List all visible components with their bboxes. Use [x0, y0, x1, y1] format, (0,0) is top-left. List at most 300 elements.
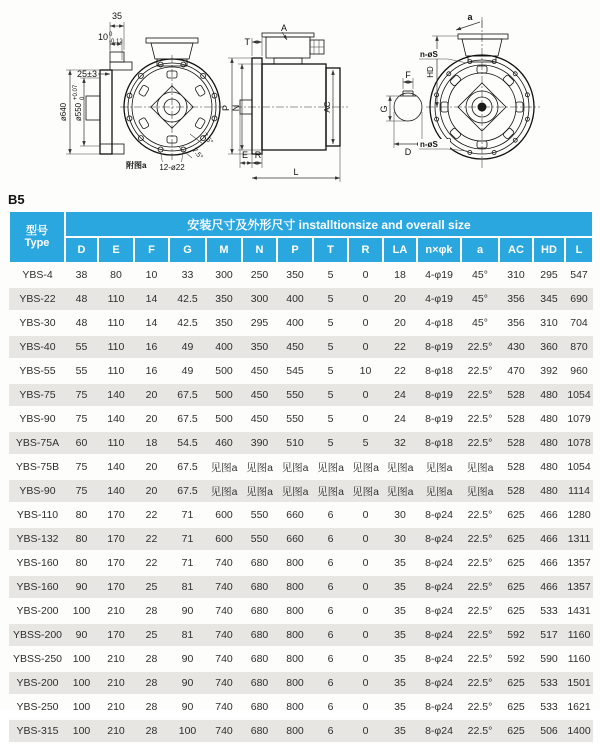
- dimension-cell: 625: [499, 695, 533, 719]
- dimension-cell: 4-φ19: [417, 263, 461, 287]
- dimension-cell: 680: [242, 623, 277, 647]
- dimension-cell: 10: [134, 263, 169, 287]
- table-row: [9, 695, 593, 719]
- dimension-cell: 22.5°: [461, 359, 499, 383]
- dimension-cell: 6: [313, 551, 348, 575]
- dimension-cell: 90: [65, 575, 98, 599]
- dimension-cell: 8-φ19: [417, 407, 461, 431]
- dimension-cell: 800: [277, 695, 313, 719]
- table-row: [9, 479, 593, 503]
- dimension-cell: 0: [348, 527, 383, 551]
- dimension-cell: 见图a: [242, 479, 277, 503]
- col-header-m: M: [206, 237, 242, 263]
- dimension-cell: 0: [348, 647, 383, 671]
- dimension-cell: 71: [169, 551, 206, 575]
- a-arrow-label: A: [281, 23, 288, 33]
- dimension-cell: 见图a: [277, 455, 313, 479]
- dimension-cell: 740: [206, 647, 242, 671]
- dimension-cell: 590: [533, 647, 565, 671]
- dimension-cell: 466: [533, 575, 565, 599]
- dimension-cell: 0: [348, 551, 383, 575]
- dimension-cell: 20: [134, 383, 169, 407]
- figure-caption: 附图a: [126, 161, 147, 170]
- dimension-cell: 90: [169, 647, 206, 671]
- dimension-cell: 28: [134, 719, 169, 743]
- dimension-cell: 528: [499, 383, 533, 407]
- dimension-cell: 30: [383, 503, 417, 527]
- dimension-table: [8, 210, 594, 744]
- dimension-cell: 90: [169, 671, 206, 695]
- dimension-cell: 1160: [565, 623, 593, 647]
- dimension-cell: 500: [206, 407, 242, 431]
- dimension-cell: 90: [169, 599, 206, 623]
- dimension-cell: 22.5°: [461, 695, 499, 719]
- dimension-cell: 625: [499, 503, 533, 527]
- dimension-cell: 0: [348, 383, 383, 407]
- dimension-cell: 75: [65, 455, 98, 479]
- dim-n-label: N: [231, 104, 241, 112]
- dimension-cell: 528: [499, 407, 533, 431]
- dimension-cell: 90: [169, 695, 206, 719]
- flange-front-view: [120, 38, 224, 172]
- dimension-cell: 55: [65, 359, 98, 383]
- dimension-cell: 22: [383, 359, 417, 383]
- dimension-cell: 140: [98, 455, 134, 479]
- dimension-cell: 400: [277, 311, 313, 335]
- row-type-label: YBS-75: [9, 383, 65, 407]
- dimension-cell: 14: [134, 287, 169, 311]
- dimension-cell: 见图a: [313, 455, 348, 479]
- dimension-cell: 35: [383, 695, 417, 719]
- dimension-cell: 20: [134, 479, 169, 503]
- table-row: [9, 527, 593, 551]
- dimension-cell: 22.5°: [461, 575, 499, 599]
- dimension-cell: 42.5: [169, 311, 206, 335]
- dimension-cell: 870: [565, 335, 593, 359]
- dimension-cell: 350: [206, 311, 242, 335]
- dimension-cell: 见图a: [242, 455, 277, 479]
- dimension-cell: 20: [383, 311, 417, 335]
- dimension-cell: 210: [98, 719, 134, 743]
- dim-10-tol-top: 0: [109, 32, 113, 38]
- dimension-cell: 71: [169, 527, 206, 551]
- dimension-cell: 350: [206, 287, 242, 311]
- col-header-l: L: [565, 237, 593, 263]
- dimension-cell: 0: [348, 407, 383, 431]
- dimension-cell: 55: [65, 335, 98, 359]
- dimension-cell: 680: [242, 599, 277, 623]
- row-type-label: YBS-30: [9, 311, 65, 335]
- dimension-cell: 6: [313, 527, 348, 551]
- dimension-cell: 550: [277, 407, 313, 431]
- dimension-cell: 6: [313, 695, 348, 719]
- dimension-cell: 1431: [565, 599, 593, 623]
- table-row: [9, 623, 593, 647]
- dia-550-label: ø550: [74, 102, 83, 122]
- dimension-cell: 6: [313, 575, 348, 599]
- dimension-cell: 392: [533, 359, 565, 383]
- dim-35-label: 35: [111, 11, 123, 21]
- dimension-cell: 547: [565, 263, 593, 287]
- dimension-cell: 0: [348, 311, 383, 335]
- dimension-cell: 67.5: [169, 479, 206, 503]
- table-body: [9, 263, 593, 743]
- table-row: [9, 551, 593, 575]
- dimension-cell: 100: [65, 671, 98, 695]
- table-row: [9, 431, 593, 455]
- dimension-cell: 22.5°: [461, 383, 499, 407]
- dimension-cell: 740: [206, 719, 242, 743]
- dimension-cell: 0: [348, 503, 383, 527]
- dimension-cell: 18: [383, 263, 417, 287]
- col-header-p: P: [277, 237, 313, 263]
- dimension-cell: 740: [206, 551, 242, 575]
- dimension-cell: 625: [499, 671, 533, 695]
- dimension-cell: 32: [383, 431, 417, 455]
- row-type-label: YBS-55: [9, 359, 65, 383]
- row-type-label: YBS-90: [9, 407, 65, 431]
- dimension-cell: 见图a: [461, 455, 499, 479]
- dimension-cell: 22: [134, 503, 169, 527]
- motor-dimension-drawing: [0, 0, 600, 190]
- dimension-cell: 22.5°: [461, 719, 499, 743]
- dimension-cell: 528: [499, 455, 533, 479]
- dimension-cell: 550: [277, 383, 313, 407]
- dim-25-label: 25±3: [77, 69, 97, 79]
- dim-d-label: D: [404, 147, 412, 157]
- dimension-cell: 170: [98, 503, 134, 527]
- dimension-cell: 80: [98, 263, 134, 287]
- type-header-cn: 型号: [26, 225, 48, 237]
- dimension-cell: 680: [242, 719, 277, 743]
- dimension-cell: 400: [206, 335, 242, 359]
- n-os-label-bottom: n-øS: [420, 140, 438, 149]
- dimension-cell: 28: [134, 599, 169, 623]
- dimension-cell: 1160: [565, 647, 593, 671]
- dimension-cell: 100: [65, 599, 98, 623]
- dimension-cell: 80: [65, 527, 98, 551]
- dimension-cell: 见图a: [417, 479, 461, 503]
- dimension-cell: 533: [533, 599, 565, 623]
- dimension-cell: 4-φ19: [417, 287, 461, 311]
- dimension-cell: 22: [134, 527, 169, 551]
- dimension-cell: 210: [98, 695, 134, 719]
- dimension-cell: 5: [313, 263, 348, 287]
- dimension-cell: 5: [313, 359, 348, 383]
- dimension-cell: 350: [277, 263, 313, 287]
- dimension-cell: 480: [533, 431, 565, 455]
- dimension-cell: 0: [348, 719, 383, 743]
- dimension-cell: 545: [277, 359, 313, 383]
- dimension-cell: 18: [134, 431, 169, 455]
- dimension-cell: 5: [348, 431, 383, 455]
- dimension-cell: 356: [499, 311, 533, 335]
- dimension-cell: 1621: [565, 695, 593, 719]
- dimension-cell: 22: [134, 551, 169, 575]
- dimension-cell: 140: [98, 479, 134, 503]
- dimension-cell: 800: [277, 599, 313, 623]
- dimension-cell: 100: [169, 719, 206, 743]
- dim-e-label: E: [241, 150, 249, 160]
- dimension-cell: 295: [533, 263, 565, 287]
- dimension-cell: 210: [98, 671, 134, 695]
- row-type-label: YBS-132: [9, 527, 65, 551]
- dia-550-tol-top: +0.07: [73, 84, 79, 100]
- dimension-cell: 470: [499, 359, 533, 383]
- dimension-cell: 90: [65, 623, 98, 647]
- dimension-cell: 见图a: [461, 479, 499, 503]
- flange-profile-view: [59, 11, 132, 154]
- dimension-cell: 54.5: [169, 431, 206, 455]
- dimension-cell: 295: [242, 311, 277, 335]
- dimension-cell: 8-φ18: [417, 431, 461, 455]
- dimension-cell: 528: [499, 479, 533, 503]
- technical-drawing-area: [0, 0, 600, 190]
- dimension-cell: 见图a: [417, 455, 461, 479]
- section-label-b5: B5: [8, 192, 25, 207]
- dimension-cell: 690: [565, 287, 593, 311]
- col-header-ac: AC: [499, 237, 533, 263]
- dimension-cell: 24: [383, 383, 417, 407]
- dimension-cell: 100: [65, 719, 98, 743]
- dimension-cell: 见图a: [206, 479, 242, 503]
- dimension-cell: 250: [242, 263, 277, 287]
- dimension-cell: 67.5: [169, 455, 206, 479]
- dimension-cell: 740: [206, 623, 242, 647]
- dimension-cell: 800: [277, 647, 313, 671]
- dimension-cell: 660: [277, 503, 313, 527]
- dimension-cell: 6: [313, 647, 348, 671]
- dimension-cell: 见图a: [383, 455, 417, 479]
- dimension-cell: 49: [169, 335, 206, 359]
- dimension-cell: 22.5°: [461, 431, 499, 455]
- angle-7-5-label-2: 7.5°: [190, 146, 204, 162]
- dimension-cell: 500: [206, 383, 242, 407]
- dimension-cell: 466: [533, 527, 565, 551]
- dimension-cell: 0: [348, 671, 383, 695]
- dim-ac-label: AC: [323, 101, 332, 113]
- dimension-cell: 67.5: [169, 383, 206, 407]
- table-row: [9, 287, 593, 311]
- dimension-cell: 800: [277, 671, 313, 695]
- dimension-cell: 8-φ24: [417, 575, 461, 599]
- row-type-label: YBS-40: [9, 335, 65, 359]
- dimension-cell: 480: [533, 383, 565, 407]
- dimension-cell: 550: [242, 527, 277, 551]
- dimension-cell: 740: [206, 599, 242, 623]
- dimension-cell: 680: [242, 551, 277, 575]
- row-type-label: YBS-250: [9, 695, 65, 719]
- dim-r-label: R: [254, 150, 262, 160]
- dim-g-label: G: [379, 105, 389, 113]
- dimension-cell: 22.5°: [461, 551, 499, 575]
- dimension-cell: 680: [242, 647, 277, 671]
- table-row: [9, 599, 593, 623]
- dimension-cell: 8-φ18: [417, 359, 461, 383]
- dimension-cell: 4-φ18: [417, 311, 461, 335]
- dimension-cell: 5: [313, 311, 348, 335]
- column-header-row: [9, 237, 593, 263]
- dimension-cell: 5: [313, 287, 348, 311]
- dimension-cell: 0: [348, 623, 383, 647]
- dimension-cell: 0: [348, 599, 383, 623]
- dimension-cell: 592: [499, 623, 533, 647]
- col-header-f: F: [134, 237, 169, 263]
- dimension-cell: 33: [169, 263, 206, 287]
- dimension-cell: 见图a: [313, 479, 348, 503]
- dimension-cell: 67.5: [169, 407, 206, 431]
- dimension-cell: 510: [277, 431, 313, 455]
- dim-a-angle-label: a: [467, 12, 473, 22]
- dimension-cell: 356: [499, 287, 533, 311]
- col-header-t: T: [313, 237, 348, 263]
- dimension-cell: 8-φ24: [417, 695, 461, 719]
- dimension-cell: 960: [565, 359, 593, 383]
- dimension-cell: 345: [533, 287, 565, 311]
- dimension-cell: 466: [533, 551, 565, 575]
- dimension-cell: 16: [134, 335, 169, 359]
- dimension-cell: 20: [134, 407, 169, 431]
- col-header-n: N: [242, 237, 277, 263]
- dimension-cell: 466: [533, 503, 565, 527]
- dimension-cell: 450: [242, 407, 277, 431]
- dimension-cell: 300: [206, 263, 242, 287]
- dimension-cell: 45°: [461, 287, 499, 311]
- dimension-cell: 8-φ24: [417, 671, 461, 695]
- dim-12-o22-label: 12-ø22: [159, 163, 185, 172]
- dimension-cell: 600: [206, 527, 242, 551]
- dimension-cell: 24: [383, 407, 417, 431]
- dimension-cell: 625: [499, 599, 533, 623]
- dimension-cell: 0: [348, 695, 383, 719]
- dimension-cell: 35: [383, 551, 417, 575]
- table-row: [9, 647, 593, 671]
- table-row: [9, 359, 593, 383]
- dimension-cell: 1114: [565, 479, 593, 503]
- dimension-cell: 16: [134, 359, 169, 383]
- dimension-cell: 22.5°: [461, 527, 499, 551]
- dimension-cell: 310: [533, 311, 565, 335]
- dimension-cell: 350: [242, 335, 277, 359]
- dimension-cell: 8-φ24: [417, 647, 461, 671]
- row-type-label: YBS-200: [9, 599, 65, 623]
- dimension-cell: 8-φ24: [417, 551, 461, 575]
- dimension-cell: 见图a: [348, 455, 383, 479]
- dimension-cell: 22.5°: [461, 599, 499, 623]
- table-row: [9, 719, 593, 743]
- col-header-nk: n×φk: [417, 237, 461, 263]
- table-span-header: 安装尺寸及外形尺寸 installtionsize and overall size: [65, 211, 593, 237]
- dimension-cell: 625: [499, 719, 533, 743]
- dimension-cell: 20: [383, 287, 417, 311]
- table-row: [9, 383, 593, 407]
- dimension-cell: 6: [313, 719, 348, 743]
- dimension-cell: 22.5°: [461, 623, 499, 647]
- dimension-cell: 625: [499, 575, 533, 599]
- dimension-cell: 517: [533, 623, 565, 647]
- dimension-cell: 625: [499, 527, 533, 551]
- dimension-cell: 5: [313, 383, 348, 407]
- col-header-d: D: [65, 237, 98, 263]
- dimension-cell: 800: [277, 623, 313, 647]
- dimension-cell: 48: [65, 311, 98, 335]
- dimension-cell: 5: [313, 407, 348, 431]
- dimension-cell: 740: [206, 695, 242, 719]
- dimension-cell: 600: [206, 503, 242, 527]
- dimension-cell: 见图a: [348, 479, 383, 503]
- dimension-cell: 5: [313, 431, 348, 455]
- dimension-cell: 28: [134, 647, 169, 671]
- dimension-cell: 45°: [461, 263, 499, 287]
- dim-f-label: F: [405, 70, 411, 80]
- dimension-cell: 49: [169, 359, 206, 383]
- dimension-cell: 740: [206, 575, 242, 599]
- dimension-cell: 480: [533, 479, 565, 503]
- dia-550-tol-bottom: 0: [80, 96, 86, 100]
- table-row: [9, 311, 593, 335]
- col-header-a: a: [461, 237, 499, 263]
- dimension-cell: 533: [533, 671, 565, 695]
- dimension-cell: 6: [313, 503, 348, 527]
- dimension-cell: 310: [499, 263, 533, 287]
- dimension-cell: 80: [65, 551, 98, 575]
- dimension-cell: 8-φ24: [417, 719, 461, 743]
- n-os-label-top: n-øS: [420, 50, 438, 59]
- dimension-cell: 1501: [565, 671, 593, 695]
- dim-10-tol-bottom: -0.12: [109, 39, 123, 45]
- row-type-label: YBSS-250: [9, 647, 65, 671]
- dimension-cell: 22.5°: [461, 407, 499, 431]
- dimension-cell: 10: [348, 359, 383, 383]
- dimension-cell: 110: [98, 287, 134, 311]
- dimension-cell: 35: [383, 647, 417, 671]
- dim-10-label: 10: [97, 32, 108, 42]
- dimension-cell: 6: [313, 671, 348, 695]
- row-type-label: YBS-75B: [9, 455, 65, 479]
- dimension-cell: 14: [134, 311, 169, 335]
- row-type-label: YBS-200: [9, 671, 65, 695]
- dimension-cell: 8-φ24: [417, 599, 461, 623]
- dimension-cell: 800: [277, 551, 313, 575]
- dimension-cell: 480: [533, 407, 565, 431]
- dimension-cell: 35: [383, 599, 417, 623]
- dimension-cell: 45°: [461, 311, 499, 335]
- dim-l-label: L: [293, 167, 299, 177]
- type-header-en: Type: [24, 237, 50, 249]
- dimension-cell: 210: [98, 599, 134, 623]
- dimension-cell: 100: [65, 647, 98, 671]
- table-row: [9, 575, 593, 599]
- table-row: [9, 455, 593, 479]
- table-row: [9, 263, 593, 287]
- dimension-cell: 140: [98, 383, 134, 407]
- angle-7-5-label-1: 7.5°: [200, 131, 214, 147]
- dimension-cell: 8-φ24: [417, 527, 461, 551]
- dimension-cell: 71: [169, 503, 206, 527]
- dimension-cell: 110: [98, 311, 134, 335]
- col-header-e: E: [98, 237, 134, 263]
- dimension-cell: 1357: [565, 551, 593, 575]
- dimension-cell: 704: [565, 311, 593, 335]
- dimension-cell: 500: [206, 359, 242, 383]
- dimension-cell: 见图a: [206, 455, 242, 479]
- dimension-cell: 110: [98, 359, 134, 383]
- dimension-cell: 8-φ24: [417, 503, 461, 527]
- dimension-cell: 170: [98, 527, 134, 551]
- dimension-cell: 22.5°: [461, 671, 499, 695]
- row-type-label: YBSS-200: [9, 623, 65, 647]
- dimension-cell: 800: [277, 575, 313, 599]
